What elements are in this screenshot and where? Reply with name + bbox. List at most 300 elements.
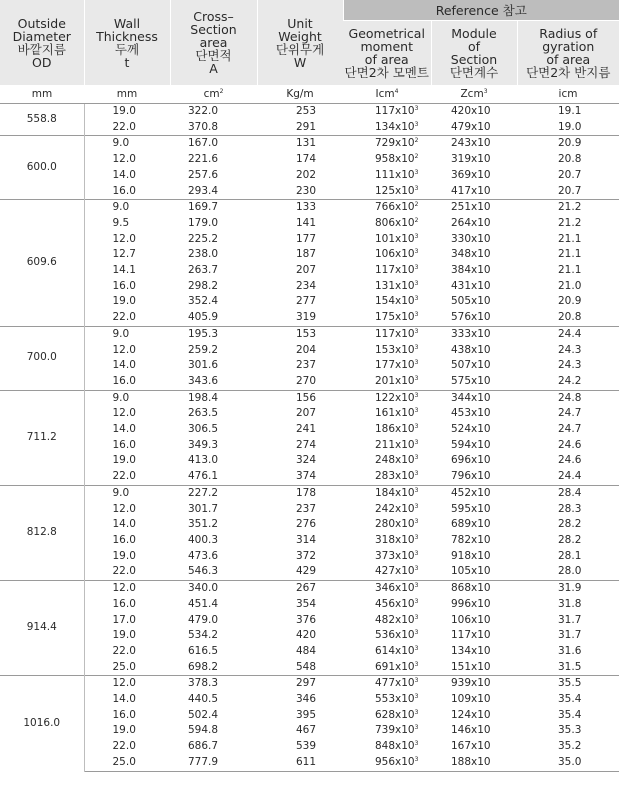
wall-thickness-cell: 16.0 — [112, 597, 136, 610]
moment-exponent: 3 — [414, 454, 419, 462]
cross-section-area-cell: 263.5 — [188, 407, 219, 420]
radius-of-gyration-cell: 35.4 — [558, 708, 582, 721]
geometrical-moment-cell — [343, 708, 431, 724]
unit-weight-cell: 133 — [257, 200, 343, 216]
module-of-section-cell: 452x10 — [431, 485, 517, 501]
unit-weight-cell: 204 — [296, 343, 317, 356]
table-row — [0, 358, 619, 374]
moment-exponent: 3 — [414, 755, 419, 763]
unit-weight-cell: 314 — [296, 533, 317, 546]
module-of-section-cell: 117x10 — [451, 629, 491, 642]
module-of-section-cell: 696x10 — [451, 454, 491, 467]
moment-value: 101x10 — [375, 232, 415, 245]
table-row — [0, 676, 619, 692]
geometrical-moment-cell — [343, 628, 431, 644]
moment-exponent: 3 — [414, 105, 419, 112]
moment-exponent: 3 — [414, 248, 419, 256]
geometrical-moment-cell — [343, 438, 431, 454]
radius-of-gyration-cell: 35.4 — [558, 693, 582, 706]
unit-label: Kg/m — [286, 88, 314, 100]
unit-cell — [170, 85, 257, 104]
moment-value: 614x10 — [375, 644, 415, 657]
header-line: of area — [364, 52, 409, 67]
table-row — [0, 517, 619, 533]
cross-section-area-cell: 343.6 — [188, 374, 219, 387]
module-of-section-cell: 319x10 — [451, 153, 491, 166]
unit-weight-cell: 291 — [296, 120, 317, 133]
moment-value: 691x10 — [375, 660, 415, 673]
table-row — [0, 232, 619, 248]
module-of-section-cell: 109x10 — [451, 693, 491, 706]
wall-thickness-cell: 14.1 — [112, 264, 136, 277]
table-row — [0, 310, 619, 326]
module-of-section-cell: 918x10 — [451, 549, 491, 562]
wall-thickness-cell: 12.0 — [112, 153, 136, 166]
wall-thickness-cell: 22.0 — [112, 120, 136, 133]
moment-exponent: 3 — [414, 582, 419, 590]
module-of-section-cell: 146x10 — [451, 724, 491, 737]
unit-cell — [0, 85, 84, 104]
unit-exponent: 4 — [394, 88, 399, 95]
radius-of-gyration-cell: 24.7 — [558, 423, 582, 436]
module-of-section-cell: 996x10 — [451, 597, 491, 610]
geometrical-moment-cell — [343, 692, 431, 708]
cross-section-area-cell: 546.3 — [188, 565, 219, 578]
unit-label: Zcm — [460, 88, 484, 100]
radius-of-gyration-cell: 28.2 — [558, 518, 582, 531]
unit-weight-cell: 297 — [257, 676, 343, 692]
wall-thickness-cell: 25.0 — [112, 660, 136, 673]
header-line: Wall — [113, 15, 141, 31]
radius-of-gyration-cell: 35.2 — [558, 740, 582, 753]
geometrical-moment-cell — [343, 200, 431, 216]
header-line: OD — [32, 54, 52, 70]
moment-exponent: 3 — [414, 120, 419, 128]
geometrical-moment-cell — [343, 739, 431, 755]
geometrical-moment-cell — [343, 152, 431, 168]
unit-weight-cell: 207 — [296, 407, 317, 420]
radius-of-gyration-cell: 20.8 — [558, 153, 582, 166]
radius-of-gyration-cell: 31.7 — [558, 629, 582, 642]
unit-weight-cell: 346 — [296, 693, 317, 706]
unit-label: icm — [558, 88, 578, 100]
unit-weight-cell: 178 — [257, 485, 343, 501]
table-row — [0, 469, 619, 485]
outside-diameter-cell: 711.2 — [0, 390, 84, 485]
header-line: 단면2차 모멘트 — [344, 65, 429, 80]
wall-thickness-cell: 17.0 — [112, 613, 136, 626]
header-line: Geometrical — [348, 26, 425, 41]
radius-of-gyration-cell: 31.7 — [558, 613, 582, 626]
geometrical-moment-cell — [343, 469, 431, 485]
wall-thickness-cell: 14.0 — [112, 168, 136, 181]
cross-section-area-cell: 686.7 — [188, 740, 219, 753]
moment-exponent: 3 — [414, 740, 419, 748]
wall-thickness-cell: 12.0 — [84, 676, 170, 692]
radius-of-gyration-cell: 21.1 — [558, 232, 582, 245]
radius-of-gyration-cell: 31.8 — [558, 597, 582, 610]
moment-value: 628x10 — [375, 708, 415, 721]
moment-exponent: 3 — [414, 693, 419, 701]
table-row — [0, 708, 619, 724]
radius-of-gyration-cell: 21.2 — [517, 200, 619, 216]
header-line: Cross– — [193, 9, 234, 24]
wall-thickness-cell: 12.7 — [112, 248, 136, 261]
moment-value: 122x10 — [375, 391, 415, 404]
moment-exponent: 3 — [414, 549, 419, 557]
unit-weight-cell: 131 — [257, 136, 343, 152]
module-of-section-cell: 595x10 — [451, 502, 491, 515]
module-of-section-cell: 438x10 — [451, 343, 491, 356]
geometrical-moment-cell — [343, 502, 431, 518]
moment-exponent: 3 — [414, 708, 419, 716]
wall-thickness-cell: 9.0 — [84, 136, 170, 152]
radius-of-gyration-cell: 20.8 — [558, 311, 582, 324]
moment-exponent: 3 — [414, 724, 419, 732]
module-of-section-cell: 479x10 — [451, 120, 491, 133]
table-row — [0, 739, 619, 755]
radius-of-gyration-cell: 21.1 — [558, 264, 582, 277]
wall-thickness-cell: 19.0 — [112, 549, 136, 562]
moment-value: 373x10 — [375, 549, 415, 562]
moment-value: 346x10 — [375, 582, 415, 595]
unit-weight-cell: 277 — [296, 295, 317, 308]
radius-of-gyration-cell: 20.9 — [517, 136, 619, 152]
unit-weight-cell: 467 — [296, 724, 317, 737]
wall-thickness-cell: 16.0 — [112, 533, 136, 546]
module-of-section-cell: 384x10 — [451, 264, 491, 277]
unit-label: cm — [203, 88, 220, 100]
table-row — [0, 502, 619, 518]
radius-of-gyration-cell: 31.9 — [517, 581, 619, 597]
header-line: 단면2차 반지름 — [526, 65, 611, 80]
header-line: Section — [450, 52, 498, 67]
geometrical-moment-cell — [343, 310, 431, 326]
header-line: Outside — [17, 15, 66, 31]
header-line: gyration — [542, 39, 595, 54]
table-row — [0, 692, 619, 708]
header-line: 단면적 — [195, 48, 232, 63]
moment-value: 739x10 — [375, 724, 415, 737]
module-of-section-cell: 348x10 — [451, 248, 491, 261]
table-row — [0, 485, 619, 501]
moment-value: 153x10 — [375, 343, 415, 356]
radius-of-gyration-cell: 24.6 — [558, 454, 582, 467]
cross-section-area-cell: 451.4 — [188, 597, 219, 610]
unit-weight-cell: 141 — [296, 216, 317, 229]
header-module-of-section — [431, 21, 517, 86]
unit-weight-cell: 611 — [257, 755, 343, 771]
table-row — [0, 247, 619, 263]
moment-exponent: 3 — [414, 279, 419, 287]
radius-of-gyration-cell: 35.3 — [558, 724, 582, 737]
wall-thickness-cell: 9.0 — [84, 326, 170, 342]
unit-weight-cell: 156 — [257, 390, 343, 406]
module-of-section-cell: 333x10 — [431, 326, 517, 342]
radius-of-gyration-cell: 24.8 — [517, 390, 619, 406]
radius-of-gyration-cell: 24.3 — [558, 343, 582, 356]
module-of-section-cell: 939x10 — [431, 676, 517, 692]
module-of-section-cell: 134x10 — [451, 644, 491, 657]
moment-value: 958x10 — [375, 153, 415, 166]
header-line: Module — [451, 26, 497, 41]
geometrical-moment-cell — [343, 660, 431, 676]
table-row — [0, 374, 619, 390]
cross-section-area-cell: 349.3 — [188, 438, 219, 451]
module-of-section-cell: 344x10 — [431, 390, 517, 406]
cross-section-area-cell: 352.4 — [188, 295, 219, 308]
radius-of-gyration-cell: 28.2 — [558, 533, 582, 546]
unit-weight-cell: 429 — [296, 565, 317, 578]
moment-value: 553x10 — [375, 693, 415, 706]
moment-exponent: 3 — [414, 264, 419, 272]
module-of-section-cell: 505x10 — [451, 295, 491, 308]
cross-section-area-cell: 405.9 — [188, 311, 219, 324]
radius-of-gyration-cell: 20.7 — [558, 168, 582, 181]
geometrical-moment-cell — [343, 422, 431, 438]
unit-weight-cell: 372 — [296, 549, 317, 562]
wall-thickness-cell: 16.0 — [112, 374, 136, 387]
unit-cell — [84, 85, 170, 104]
wall-thickness-cell: 14.0 — [112, 693, 136, 706]
radius-of-gyration-cell: 20.7 — [558, 184, 582, 197]
header-outside-diameter — [0, 0, 84, 85]
wall-thickness-cell: 9.0 — [84, 200, 170, 216]
geometrical-moment-cell — [343, 104, 431, 120]
wall-thickness-cell: 19.0 — [112, 629, 136, 642]
module-of-section-cell: 796x10 — [451, 470, 491, 483]
wall-thickness-cell: 22.0 — [112, 311, 136, 324]
moment-exponent: 3 — [414, 184, 419, 192]
header-line: area — [199, 35, 228, 50]
moment-exponent: 3 — [414, 295, 419, 303]
radius-of-gyration-cell: 19.0 — [558, 120, 582, 133]
cross-section-area-cell: 293.4 — [188, 184, 219, 197]
radius-of-gyration-cell: 28.3 — [558, 502, 582, 515]
moment-exponent: 3 — [414, 423, 419, 431]
module-of-section-cell: 151x10 — [451, 660, 491, 673]
radius-of-gyration-cell: 35.5 — [517, 676, 619, 692]
moment-exponent: 3 — [414, 644, 419, 652]
radius-of-gyration-cell: 24.6 — [558, 438, 582, 451]
moment-exponent: 3 — [414, 613, 419, 621]
unit-label: mm — [116, 88, 138, 100]
geometrical-moment-cell — [343, 485, 431, 501]
moment-value: 117x10 — [375, 327, 415, 340]
table-row — [0, 263, 619, 279]
unit-weight-cell: 539 — [296, 740, 317, 753]
wall-thickness-cell: 14.0 — [112, 518, 136, 531]
unit-label: mm — [31, 88, 53, 100]
geometrical-moment-cell — [343, 232, 431, 248]
wall-thickness-cell: 16.0 — [112, 438, 136, 451]
moment-value: 175x10 — [375, 311, 415, 324]
module-of-section-cell: 417x10 — [451, 184, 491, 197]
table-row — [0, 422, 619, 438]
moment-exponent: 3 — [414, 597, 419, 605]
module-of-section-cell: 243x10 — [431, 136, 517, 152]
header-line: A — [209, 61, 218, 76]
moment-exponent: 3 — [414, 502, 419, 510]
moment-value: 186x10 — [375, 423, 415, 436]
unit-weight-cell: 319 — [296, 311, 317, 324]
cross-section-area-cell: 238.0 — [188, 248, 219, 261]
cross-section-area-cell: 198.4 — [170, 390, 257, 406]
unit-weight-cell: 207 — [296, 264, 317, 277]
unit-weight-cell: 484 — [296, 644, 317, 657]
moment-exponent: 2 — [414, 216, 419, 224]
module-of-section-cell: 188x10 — [431, 755, 517, 771]
geometrical-moment-cell — [343, 120, 431, 136]
module-of-section-cell: 782x10 — [451, 533, 491, 546]
moment-value: 283x10 — [375, 470, 415, 483]
table-row — [0, 628, 619, 644]
wall-thickness-cell: 25.0 — [84, 755, 170, 771]
cross-section-area-cell: 306.5 — [188, 423, 219, 436]
table-row — [0, 581, 619, 597]
unit-weight-cell: 234 — [296, 279, 317, 292]
table-row — [0, 755, 619, 771]
cross-section-area-cell: 698.2 — [188, 660, 219, 673]
geometrical-moment-cell — [343, 390, 431, 406]
cross-section-area-cell: 179.0 — [188, 216, 219, 229]
module-of-section-cell: 689x10 — [451, 518, 491, 531]
header-line: 바깥지름 — [17, 41, 66, 57]
moment-value: 211x10 — [375, 438, 415, 451]
cross-section-area-cell: 298.2 — [188, 279, 219, 292]
module-of-section-cell: 594x10 — [451, 438, 491, 451]
moment-value: 242x10 — [375, 502, 415, 515]
moment-value: 248x10 — [375, 454, 415, 467]
wall-thickness-cell: 19.0 — [112, 295, 136, 308]
wall-thickness-cell: 9.0 — [84, 485, 170, 501]
module-of-section-cell: 868x10 — [431, 581, 517, 597]
geometrical-moment-cell — [343, 453, 431, 469]
cross-section-area-cell: 301.7 — [188, 502, 219, 515]
moment-value: 456x10 — [375, 597, 415, 610]
header-line: 단위무게 — [275, 41, 325, 57]
table-row — [0, 549, 619, 565]
unit-weight-cell: 237 — [296, 359, 317, 372]
unit-label: Icm — [375, 88, 395, 100]
moment-exponent: 3 — [414, 311, 419, 319]
moment-value: 318x10 — [375, 533, 415, 546]
unit-weight-cell: 237 — [296, 502, 317, 515]
table-row — [0, 453, 619, 469]
unit-weight-cell: 324 — [296, 454, 317, 467]
unit-weight-cell: 241 — [296, 423, 317, 436]
moment-value: 177x10 — [375, 359, 415, 372]
moment-exponent: 3 — [414, 486, 419, 494]
moment-exponent: 3 — [414, 327, 419, 335]
moment-exponent: 3 — [414, 359, 419, 367]
unit-weight-cell: 187 — [296, 248, 317, 261]
geometrical-moment-cell — [343, 263, 431, 279]
units-row — [0, 85, 619, 104]
cross-section-area-cell: 479.0 — [188, 613, 219, 626]
wall-thickness-cell: 16.0 — [112, 279, 136, 292]
header-line: Radius of — [539, 26, 598, 41]
header-line: Weight — [278, 28, 322, 44]
table-row — [0, 152, 619, 168]
table-row — [0, 279, 619, 295]
moment-value: 427x10 — [375, 565, 415, 578]
outside-diameter-cell: 609.6 — [0, 200, 84, 327]
outside-diameter-cell: 1016.0 — [0, 676, 84, 771]
moment-value: 106x10 — [375, 248, 415, 261]
geometrical-moment-cell — [343, 343, 431, 359]
geometrical-moment-cell — [343, 358, 431, 374]
moment-exponent: 3 — [414, 391, 419, 399]
geometrical-moment-cell — [343, 136, 431, 152]
geometrical-moment-cell — [343, 755, 431, 771]
unit-cell — [431, 85, 517, 104]
geometrical-moment-cell — [343, 374, 431, 390]
unit-weight-cell: 230 — [296, 184, 317, 197]
cross-section-area-cell: 195.3 — [170, 326, 257, 342]
geometrical-moment-cell — [343, 294, 431, 310]
unit-weight-cell: 276 — [296, 518, 317, 531]
module-of-section-cell: 524x10 — [451, 423, 491, 436]
header-line: Diameter — [12, 28, 71, 44]
table-row — [0, 184, 619, 200]
module-of-section-cell: 431x10 — [451, 279, 491, 292]
moment-exponent: 3 — [414, 565, 419, 573]
cross-section-area-cell: 340.0 — [170, 581, 257, 597]
moment-value: 154x10 — [375, 295, 415, 308]
moment-value: 117x10 — [375, 105, 415, 117]
radius-of-gyration-cell: 20.9 — [558, 295, 582, 308]
moment-exponent: 3 — [414, 168, 419, 176]
table-row — [0, 438, 619, 454]
moment-value: 161x10 — [375, 407, 415, 420]
cross-section-area-cell: 169.7 — [170, 200, 257, 216]
outside-diameter-cell: 558.8 — [0, 104, 84, 136]
radius-of-gyration-cell: 24.2 — [558, 374, 582, 387]
geometrical-moment-cell — [343, 676, 431, 692]
moment-value: 848x10 — [375, 740, 415, 753]
cross-section-area-cell: 378.3 — [170, 676, 257, 692]
cross-section-area-cell: 259.2 — [188, 343, 219, 356]
wall-thickness-cell: 9.5 — [112, 216, 130, 229]
moment-value: 201x10 — [375, 374, 415, 387]
cross-section-area-cell: 534.2 — [188, 629, 219, 642]
moment-value: 482x10 — [375, 613, 415, 626]
module-of-section-cell: 124x10 — [451, 708, 491, 721]
table-row — [0, 343, 619, 359]
outside-diameter-cell: 914.4 — [0, 581, 84, 676]
table-row — [0, 564, 619, 580]
geometrical-moment-cell — [343, 723, 431, 739]
header-line: Unit — [287, 15, 313, 31]
radius-of-gyration-cell: 19.1 — [517, 104, 619, 120]
moment-exponent: 2 — [414, 201, 419, 209]
moment-value: 477x10 — [375, 677, 415, 690]
wall-thickness-cell: 19.0 — [112, 454, 136, 467]
geometrical-moment-cell — [343, 564, 431, 580]
radius-of-gyration-cell: 24.3 — [558, 359, 582, 372]
table-row — [0, 660, 619, 676]
moment-exponent: 3 — [414, 374, 419, 382]
table-row — [0, 613, 619, 629]
table-row — [0, 120, 619, 136]
module-of-section-cell: 453x10 — [451, 407, 491, 420]
cross-section-area-cell: 413.0 — [188, 454, 219, 467]
moment-value: 111x10 — [375, 168, 415, 181]
header-line: Thickness — [96, 28, 158, 44]
wall-thickness-cell: 12.0 — [112, 407, 136, 420]
header-reference: Reference 참고 — [343, 0, 619, 21]
